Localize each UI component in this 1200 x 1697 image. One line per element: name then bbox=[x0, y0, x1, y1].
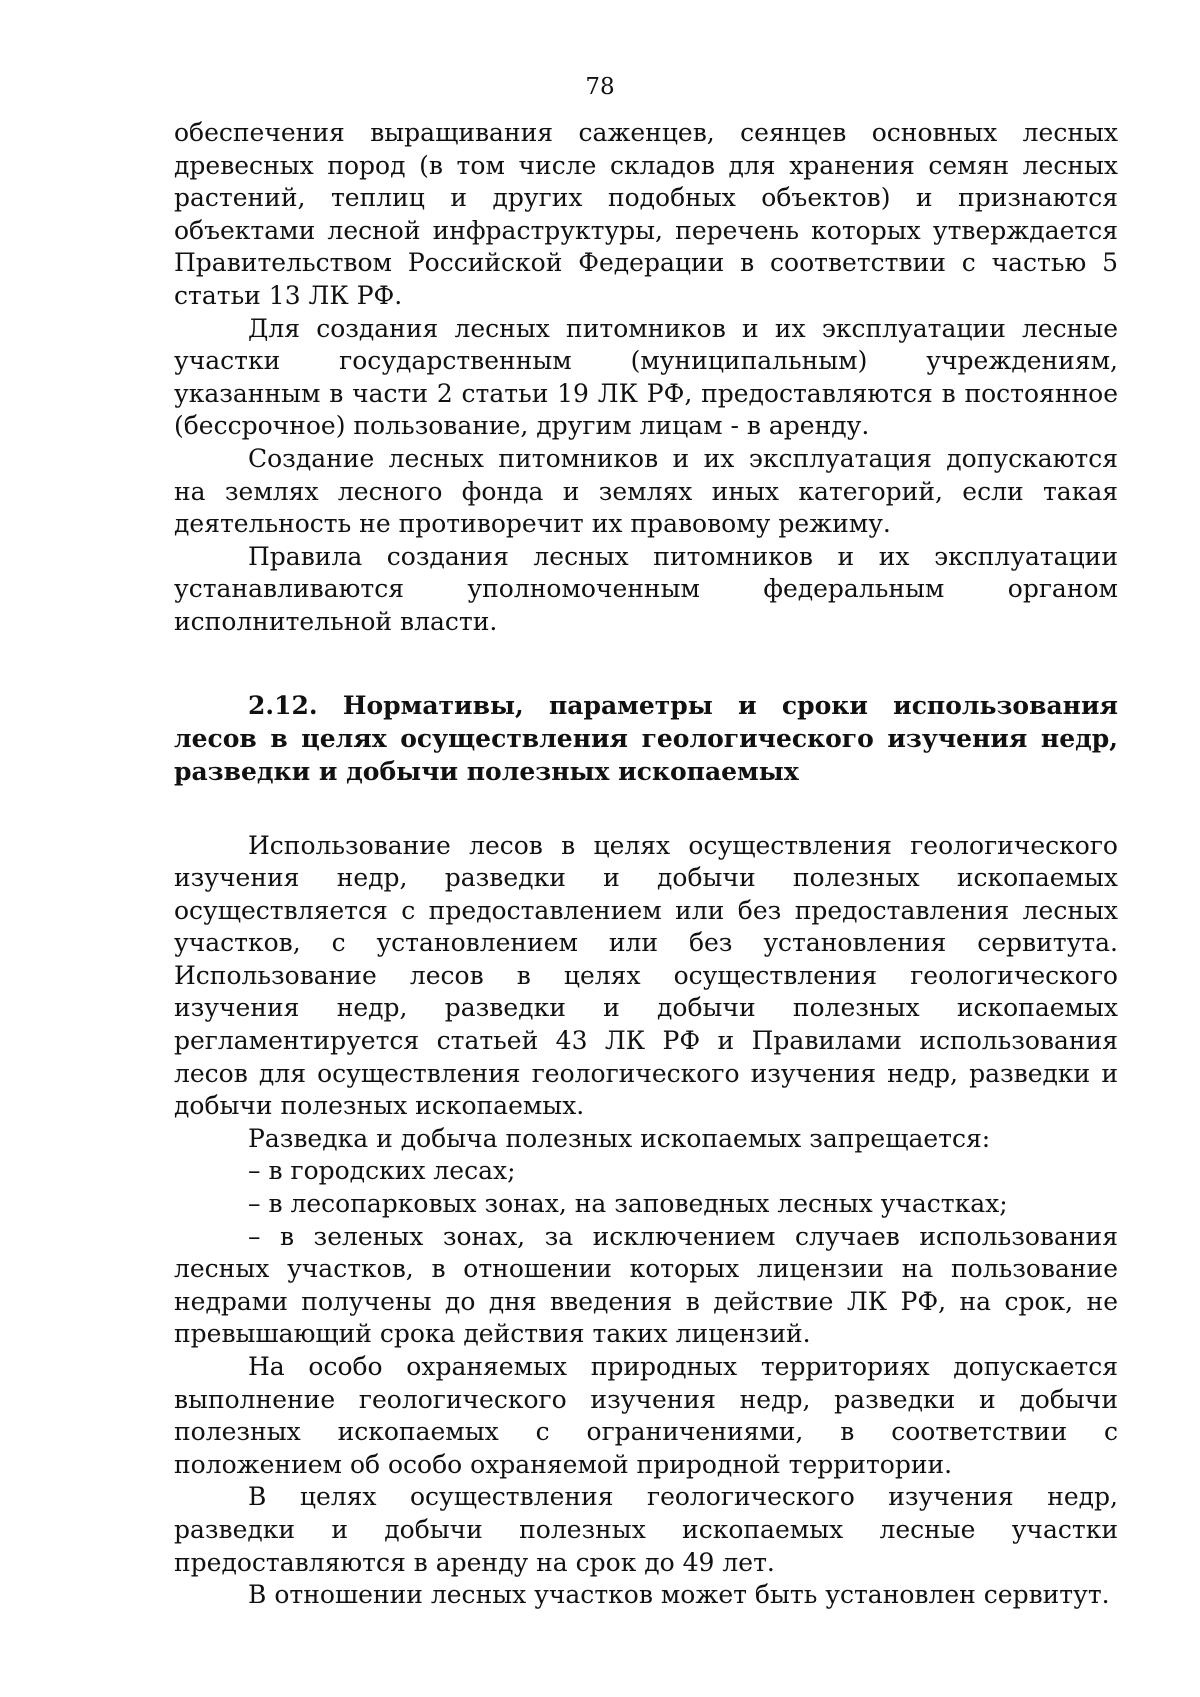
page-number: 78 bbox=[585, 74, 615, 100]
section-heading: 2.12. Нормативы, параметры и сроки использования лесов в целях осуществления геологического изучения недр, разведки и добычи полезных ископаемых bbox=[174, 690, 1118, 786]
paragraph-nurseries-categories: Создание лесных питомников и их эксплуатация допускаются на землях лесного фонда и землях иных категорий, если такая деятельность не противоречит их правовому режиму. bbox=[174, 443, 1118, 539]
list-item-green-zones: – в зеленых зонах, за исключением случаев использования лесных участков, в отношении которых лицензии на пользование недрами получены до дня введения в действие ЛК РФ, на срок, не превышающий срока действия таких лицензий. bbox=[174, 1221, 1118, 1349]
paragraph-prohibition-intro: Разведка и добыча полезных ископаемых запрещается: bbox=[248, 1123, 991, 1153]
paragraph-lease-term: В целях осуществления геологического изучения недр, разведки и добычи полезных ископаемых лесные участки предоставляются в аренду на срок до 49 лет. bbox=[174, 1482, 1118, 1577]
paragraph-servitude: В отношении лесных участков может быть установлен сервитут. bbox=[248, 1580, 1110, 1610]
paragraph-protected-areas: На особо охраняемых природных территориях допускается выполнение геологического изучения недр, разведки и добычи полезных ископаемых с ограничениями, в соответствии с положением об особо охраняемой природной территории. bbox=[174, 1352, 1118, 1479]
paragraph-geology-usage: Использование лесов в целях осуществления геологического изучения недр, разведки и добычи полезных ископаемых осуществляется с предоставлением или без предоставления лесных участков, с установлением или без установления сервитута. Использование лесов в целях осуществления геологического изучения недр, разведки и добычи полезных ископаемых регламентируется статьей 43 ЛК РФ и Правилами использования лесов для осуществления геологического изучения недр, разведки и добычи полезных ископаемых. bbox=[174, 830, 1118, 1121]
paragraph-continuation: обеспечения выращивания саженцев, сеянцев основных лесных древесных пород (в том числе складов для хранения семян лесных растений, теплиц и других подобных объектов) и признаются объектами лесной инфраструктуры, перечень которых утверждается Правительством Российской Федерации в соответствии с частью 5 статьи 13 ЛК РФ. bbox=[174, 118, 1118, 310]
list-item-urban-forests: – в городских лесах; bbox=[248, 1156, 516, 1186]
list-item-forest-park-zones: – в лесопарковых зонах, на заповедных лесных участках; bbox=[248, 1189, 1008, 1219]
paragraph-nurseries-rules: Правила создания лесных питомников и их эксплуатации устанавливаются уполномоченным федеральным органом исполнительной власти. bbox=[174, 541, 1118, 636]
paragraph-nurseries-land: Для создания лесных питомников и их эксплуатации лесные участки государственным (муниципальным) учреждениям, указанным в части 2 статьи 19 ЛК РФ, предоставляются в постоянное (бессрочное) пользование, другим лицам - в аренду. bbox=[174, 313, 1118, 441]
page-content bbox=[174, 117, 1118, 1612]
